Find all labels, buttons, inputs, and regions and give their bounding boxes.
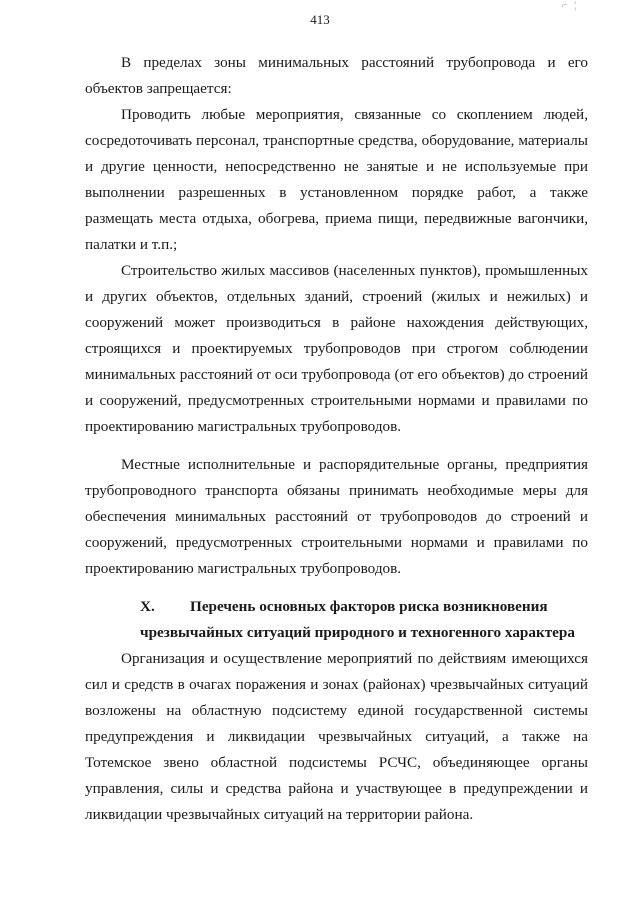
- section-title-line1: Перечень основных факторов риска возникновения: [190, 598, 548, 615]
- paragraph-emergency-organization: Организация и осуществление мероприятий по действиям имеющихся сил и средств в очагах поражения и зонах (районах) чрезвычайных ситуаций возложены на областную подсистему единой государственной системы предупреждения и ликвидации чрезвычайных ситуаций, а также на Тотемское звено областной подсистемы РСЧС, объединяющее органы управления, силы и средства района и участвующее в предупреждении и ликвидации чрезвычайных ситуаций на территории района.: [85, 650, 588, 823]
- paragraph-construction-rules: Строительство жилых массивов (населенных пунктов), промышленных и других объектов, отдельных зданий, строений (жилых и нежилых) и сооружений может производиться в районе нахождения действующих, строящихся и проектируемых трубопроводов при строгом соблюдении минимальных расстояний от оси трубопровода (от его объектов) до строений и сооружений, предусмотренных строительными нормами и правилами по проектированию магистральных трубопроводов.: [85, 262, 588, 435]
- section-heading: [85, 594, 588, 646]
- paragraph-local-authorities: Местные исполнительные и распорядительные органы, предприятия трубопроводного транспорта обязаны принимать необходимые меры для обеспечения минимальных расстояний от трубопроводов до строений и сооружений, предусмотренных строительными нормами и правилами по проектированию магистральных трубопроводов.: [85, 456, 588, 577]
- section-number: X.: [140, 598, 155, 615]
- document-body: [85, 50, 588, 828]
- section-title-line2: чрезвычайных ситуаций природного и техногенного характера: [140, 624, 575, 641]
- page-number: 413: [310, 12, 330, 27]
- paragraph-restrictions-intro: В пределах зоны минимальных расстояний трубопровода и его объектов запрещается:: [85, 54, 588, 97]
- corner-mark: ⌐ ¦: [562, 0, 579, 11]
- paragraph-prohibited-activities: Проводить любые мероприятия, связанные со скоплением людей, сосредоточивать персонал, транспортные средства, оборудование, материалы и другие ценности, непосредственно не занятые и не используемые при выполнении разрешенных в установленном порядке работ, а также размещать места отдыха, обогрева, приема пищи, передвижные вагончики, палатки и т.п.;: [85, 106, 588, 253]
